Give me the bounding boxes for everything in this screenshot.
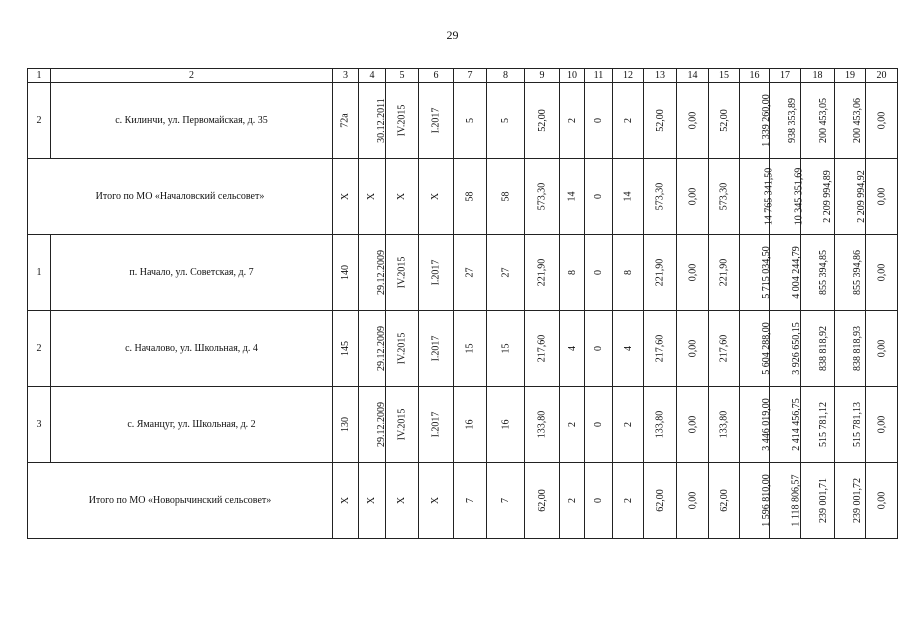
table-cell (613, 83, 644, 159)
table-cell (770, 311, 801, 387)
table-cell (560, 235, 585, 311)
cell-value: 0 (593, 270, 604, 275)
cell-value: 573,30 (654, 182, 666, 211)
table-cell (677, 159, 709, 235)
table-cell (801, 83, 835, 159)
cell-value: 140 (340, 265, 351, 280)
table-cell (560, 463, 585, 539)
column-header: 15 (709, 69, 740, 83)
cell-value: IV.2015 (396, 104, 408, 137)
column-header: 3 (333, 69, 359, 83)
table-cell (866, 83, 898, 159)
table-cell (454, 159, 487, 235)
cell-value: 2 209 994,89 (821, 170, 833, 223)
cell-value: 0,00 (687, 339, 698, 358)
cell-value: 14 (566, 191, 578, 202)
table-cell (585, 159, 613, 235)
table-cell (644, 235, 677, 311)
cell-value: 133,80 (654, 410, 666, 439)
table-cell (709, 463, 740, 539)
table-cell (454, 83, 487, 159)
table-cell (585, 463, 613, 539)
table-cell (866, 235, 898, 311)
address-cell: с. Килинчи, ул. Первомайская, д. 35 (51, 83, 333, 159)
table-cell (487, 235, 525, 311)
cell-value: IV.2015 (396, 332, 408, 365)
table-cell (487, 311, 525, 387)
table-cell (359, 311, 386, 387)
table-cell (454, 311, 487, 387)
table-cell (487, 159, 525, 235)
cell-value: Х (366, 192, 378, 201)
cell-value: 58 (464, 191, 476, 202)
cell-value: 7 (464, 498, 476, 503)
table-cell (585, 311, 613, 387)
table-cell (644, 311, 677, 387)
cell-value: 16 (500, 419, 511, 430)
cell-value: Х (339, 496, 351, 505)
table-cell (359, 235, 386, 311)
cell-value: 0,00 (876, 491, 887, 510)
table-cell (386, 311, 419, 387)
cell-value: 4 (566, 346, 578, 351)
table-cell (386, 387, 419, 463)
cell-value: 217,60 (718, 334, 730, 363)
table-cell (585, 235, 613, 311)
table-cell (740, 387, 770, 463)
table-cell (644, 159, 677, 235)
table-cell (333, 83, 359, 159)
table-cell (525, 387, 560, 463)
table-cell (333, 311, 359, 387)
cell-value: 5 (464, 118, 476, 123)
table-cell (677, 83, 709, 159)
cell-value: 221,90 (536, 258, 548, 287)
column-header: 9 (525, 69, 560, 83)
table-cell (333, 159, 359, 235)
cell-value: 239 001,71 (818, 478, 829, 523)
cell-value: 2 (566, 498, 578, 503)
table-cell (419, 159, 454, 235)
page-number: 29 (446, 28, 459, 42)
table-cell (613, 235, 644, 311)
table-cell (525, 235, 560, 311)
cell-value: 0,00 (687, 415, 698, 434)
table-cell (419, 83, 454, 159)
cell-value: 27 (500, 267, 511, 278)
table-cell (359, 463, 386, 539)
table-cell (454, 387, 487, 463)
cell-value: 217,60 (536, 334, 548, 363)
column-header: 8 (487, 69, 525, 83)
cell-value: Х (339, 192, 351, 201)
table-cell (740, 463, 770, 539)
summary-label: Итого по МО «Началовский сельсовет» (28, 159, 333, 235)
table-cell (333, 387, 359, 463)
cell-value: 2 (566, 118, 578, 123)
cell-value: 5 (500, 118, 511, 123)
cell-value: I.2017 (430, 107, 442, 134)
cell-value: 29.12.2009 (376, 250, 387, 295)
table-cell (801, 159, 835, 235)
row-number: 3 (28, 387, 51, 463)
cell-value: 838 818,92 (818, 326, 829, 371)
column-header: 1 (28, 69, 51, 83)
cell-value: 0,00 (687, 111, 698, 130)
table-cell (419, 311, 454, 387)
row-number: 2 (28, 83, 51, 159)
table-cell (419, 387, 454, 463)
table-cell (386, 235, 419, 311)
table-cell (525, 463, 560, 539)
cell-value: 130 (340, 417, 351, 432)
cell-value: 29.12.2009 (376, 402, 387, 447)
table-cell (770, 463, 801, 539)
cell-value: 200 453,06 (852, 98, 863, 143)
cell-value: 8 (622, 270, 634, 275)
cell-value: 573,30 (536, 182, 548, 211)
table-cell (333, 463, 359, 539)
column-header: 17 (770, 69, 801, 83)
column-header: 6 (419, 69, 454, 83)
cell-value: I.2017 (430, 411, 442, 438)
table-cell (419, 463, 454, 539)
cell-value: 58 (500, 191, 511, 202)
table-cell (644, 387, 677, 463)
table-cell (359, 159, 386, 235)
cell-value: 62,00 (654, 489, 666, 512)
cell-value: Х (430, 192, 442, 201)
cell-value: 62,00 (536, 489, 548, 512)
table-cell (801, 311, 835, 387)
table-cell (801, 463, 835, 539)
table-cell (835, 235, 866, 311)
table-cell (677, 387, 709, 463)
cell-value: 27 (464, 267, 476, 278)
cell-value: 2 (566, 422, 578, 427)
table-cell (386, 83, 419, 159)
table-cell (644, 83, 677, 159)
cell-value: 0,00 (876, 263, 887, 282)
table-cell (709, 83, 740, 159)
table-cell (801, 387, 835, 463)
table-cell (740, 311, 770, 387)
table-cell (835, 83, 866, 159)
cell-value: IV.2015 (396, 408, 408, 441)
table-cell (613, 159, 644, 235)
cell-value: 52,00 (536, 109, 548, 132)
table-cell (835, 463, 866, 539)
table-cell (677, 235, 709, 311)
cell-value: 217,60 (654, 334, 666, 363)
table-cell (866, 463, 898, 539)
table-cell (866, 311, 898, 387)
table-cell (613, 311, 644, 387)
table-cell (677, 311, 709, 387)
cell-value: 855 394,85 (818, 250, 829, 295)
table-cell (770, 83, 801, 159)
cell-value: 0,00 (876, 187, 887, 206)
table-cell (333, 235, 359, 311)
column-header: 12 (613, 69, 644, 83)
cell-value: 2 (622, 118, 634, 123)
row-number: 2 (28, 311, 51, 387)
cell-value: Х (396, 192, 408, 201)
table-cell (801, 235, 835, 311)
table-cell (525, 83, 560, 159)
table-cell (709, 235, 740, 311)
table-cell (644, 463, 677, 539)
cell-value: 133,80 (718, 410, 730, 439)
cell-value: 0,00 (687, 491, 698, 510)
address-cell: с. Началово, ул. Школьная, д. 4 (51, 311, 333, 387)
table-cell (560, 159, 585, 235)
summary-label: Итого по МО «Новорычинский сельсовет» (28, 463, 333, 539)
cell-value: 5 715 034,50 (760, 246, 772, 299)
table-cell (866, 387, 898, 463)
table-cell (525, 311, 560, 387)
column-header: 14 (677, 69, 709, 83)
table-cell (560, 83, 585, 159)
summary-row (28, 463, 898, 539)
table-cell (487, 463, 525, 539)
table-cell (585, 83, 613, 159)
cell-value: 573,30 (718, 182, 730, 211)
table-cell (740, 159, 775, 235)
cell-value: 62,00 (718, 489, 730, 512)
table-cell (770, 387, 801, 463)
cell-value: 8 (566, 270, 578, 275)
column-header: 4 (359, 69, 386, 83)
cell-value: 2 209 994,92 (855, 170, 867, 223)
cell-value: IV.2015 (396, 256, 408, 289)
cell-value: 4 (622, 346, 634, 351)
cell-value: 14 (622, 191, 634, 202)
table-cell (835, 159, 866, 235)
cell-value: 0 (593, 346, 604, 351)
cell-value: 0 (593, 498, 604, 503)
table-cell (709, 159, 740, 235)
cell-value: 7 (500, 498, 511, 503)
column-header: 16 (740, 69, 770, 83)
table-cell (560, 387, 585, 463)
cell-value: 0,00 (876, 415, 887, 434)
cell-value: 15 (500, 343, 511, 354)
table-cell (740, 83, 770, 159)
table-cell (419, 235, 454, 311)
cell-value: 72а (339, 113, 351, 128)
cell-value: 855 394,86 (852, 250, 863, 295)
cell-value: 0 (593, 422, 604, 427)
cell-value: 2 (622, 422, 634, 427)
table-cell (613, 387, 644, 463)
cell-value: 5 604 288,00 (760, 322, 772, 375)
cell-value: 0,00 (876, 111, 887, 130)
cell-value: 200 453,05 (818, 98, 829, 143)
cell-value: Х (366, 496, 378, 505)
column-header: 7 (454, 69, 487, 83)
table-cell (709, 387, 740, 463)
cell-value: 0,00 (687, 187, 698, 206)
column-header: 18 (801, 69, 835, 83)
table-cell (525, 159, 560, 235)
summary-row (28, 159, 898, 235)
table-cell (454, 463, 487, 539)
cell-value: 3 446 019,00 (760, 398, 772, 451)
table-cell (454, 235, 487, 311)
cell-value: I.2017 (430, 259, 442, 286)
table-cell (835, 387, 866, 463)
column-header: 13 (644, 69, 677, 83)
address-cell: п. Начало, ул. Советская, д. 7 (51, 235, 333, 311)
cell-value: 30.12.2011 (375, 98, 387, 143)
cell-value: 2 (622, 498, 634, 503)
table-row (28, 387, 898, 463)
table-cell (835, 311, 866, 387)
cell-value: 221,90 (654, 258, 666, 287)
header-row (28, 69, 898, 83)
table-cell (386, 159, 419, 235)
table-cell (585, 387, 613, 463)
table-cell (560, 311, 585, 387)
cell-value: 0 (593, 194, 604, 199)
cell-value: 1 596 810,00 (760, 474, 772, 527)
table-cell (770, 235, 801, 311)
cell-value: 0,00 (687, 263, 698, 282)
cell-value: 221,90 (718, 258, 730, 287)
cell-value: 14 765 341,50 (763, 167, 775, 226)
cell-value: Х (396, 496, 408, 505)
table-row (28, 311, 898, 387)
row-number: 1 (28, 235, 51, 311)
table-row (28, 83, 898, 159)
column-header: 11 (585, 69, 613, 83)
cell-value: 4 004 244,79 (790, 246, 802, 299)
table-row (28, 235, 898, 311)
cell-value: Х (430, 496, 442, 505)
table-cell (359, 387, 386, 463)
cell-value: 838 818,93 (852, 326, 863, 371)
table-cell (359, 83, 386, 159)
cell-value: 515 781,12 (818, 402, 829, 447)
cell-value: 29.12.2009 (376, 326, 387, 371)
data-table (27, 68, 898, 539)
cell-value: 52,00 (654, 109, 666, 132)
address-cell: с. Яманцуг, ул. Школьная, д. 2 (51, 387, 333, 463)
table-cell (866, 159, 898, 235)
cell-value: 145 (340, 341, 351, 356)
cell-value: 1 118 806,57 (790, 474, 802, 527)
cell-value: 0,00 (876, 339, 887, 358)
table-cell (709, 311, 740, 387)
cell-value: 0 (593, 118, 604, 123)
cell-value: 938 353,89 (787, 98, 798, 143)
cell-value: 15 (464, 343, 476, 354)
column-header: 19 (835, 69, 866, 83)
column-header: 10 (560, 69, 585, 83)
cell-value: 2 414 456,75 (790, 398, 802, 451)
cell-value: 239 001,72 (852, 478, 863, 523)
cell-value: 3 926 650,15 (790, 322, 802, 375)
cell-value: 1 339 260,00 (760, 94, 772, 147)
column-header: 5 (386, 69, 419, 83)
cell-value: 133,80 (536, 410, 548, 439)
cell-value: 10 345 351,69 (793, 167, 805, 226)
table-cell (487, 83, 525, 159)
table-cell (613, 463, 644, 539)
cell-value: I.2017 (430, 335, 442, 362)
cell-value: 16 (464, 419, 476, 430)
column-header: 2 (51, 69, 333, 83)
cell-value: 515 781,13 (852, 402, 863, 447)
cell-value: 52,00 (718, 109, 730, 132)
table-cell (740, 235, 770, 311)
table-cell (386, 463, 419, 539)
table-cell (487, 387, 525, 463)
table-cell (677, 463, 709, 539)
column-header: 20 (866, 69, 898, 83)
